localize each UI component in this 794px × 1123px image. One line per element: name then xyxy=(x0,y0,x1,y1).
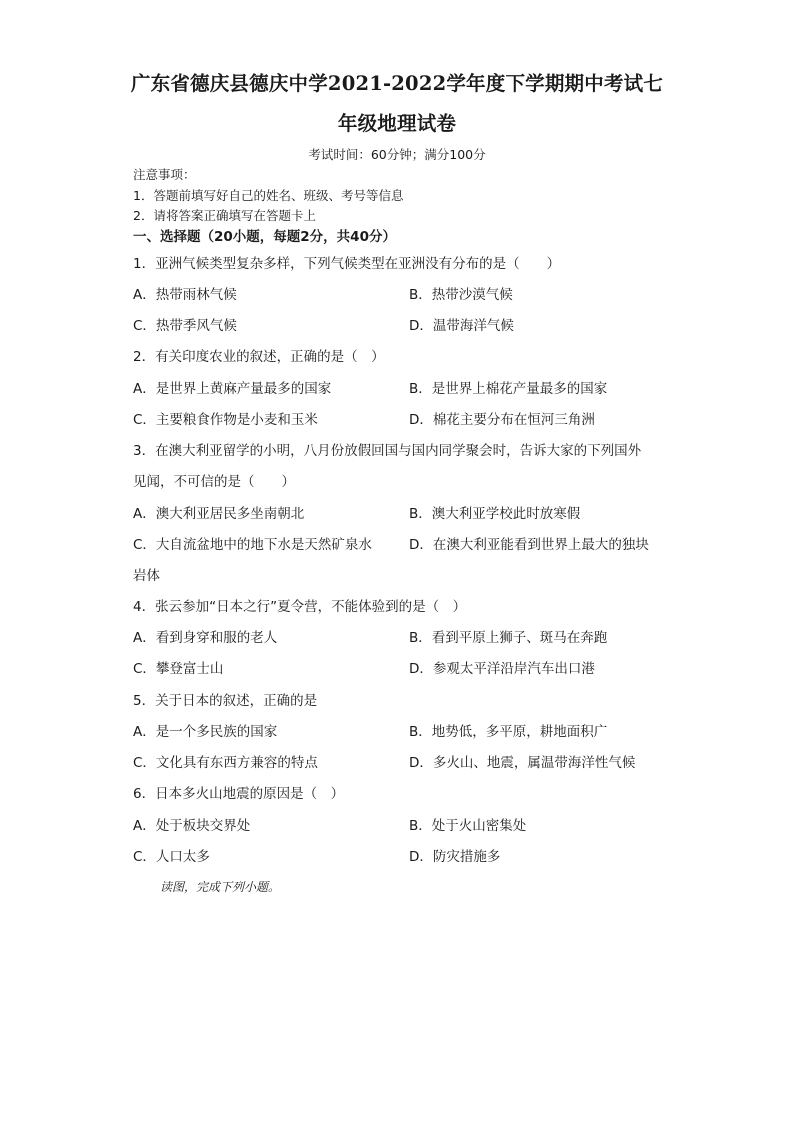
question-2-option-c: C．主要粮食作物是小麦和玉米 xyxy=(133,412,318,428)
question-5-option-d: D．多火山、地震，属温带海洋性气候 xyxy=(409,755,636,771)
question-5-option-b: B．地势低，多平原，耕地面积广 xyxy=(409,724,608,740)
exam-title-line1: 广东省德庆县德庆中学2021-2022学年度下学期期中考试七 xyxy=(130,72,664,95)
question-1-option-a: A．热带雨林气候 xyxy=(133,287,237,303)
question-3-stem-continued: 见闻，不可信的是（ ） xyxy=(133,474,295,490)
question-4-option-d: D．参观太平洋沿岸汽车出口港 xyxy=(409,661,595,677)
question-2-option-b: B．是世界上棉花产量最多的国家 xyxy=(409,381,608,397)
question-3-option-d-continued: 岩体 xyxy=(133,568,160,584)
question-3-option-a: A．澳大利亚居民多坐南朝北 xyxy=(133,506,305,522)
question-2-stem: 2．有关印度农业的叙述，正确的是（ ） xyxy=(133,349,385,365)
question-1-stem: 1．亚洲气候类型复杂多样，下列气候类型在亚洲没有分布的是（ ） xyxy=(133,256,561,272)
question-4-option-b: B．看到平原上狮子、斑马在奔跑 xyxy=(409,630,608,646)
question-6-option-b: B．处于火山密集处 xyxy=(409,818,527,834)
note-item-1: 1．答题前填写好自己的姓名、班级、考号等信息 xyxy=(133,188,404,203)
question-3-option-d: D．在澳大利亚能看到世界上最大的独块 xyxy=(409,537,649,553)
question-5-option-c: C．文化具有东西方兼容的特点 xyxy=(133,755,318,771)
question-4-stem: 4．张云参加“日本之行”夏令营，不能体验到的是（ ） xyxy=(133,599,467,615)
reading-instruction: 读图，完成下列小题。 xyxy=(160,880,281,894)
question-1-option-d: D．温带海洋气候 xyxy=(409,318,514,334)
notes-heading: 注意事项： xyxy=(133,167,196,182)
question-6-option-d: D．防灾措施多 xyxy=(409,849,501,865)
question-3-option-b: B．澳大利亚学校此时放寒假 xyxy=(409,506,581,522)
exam-info: 考试时间：60分钟；满分100分 xyxy=(308,147,486,162)
exam-title-line2: 年级地理试卷 xyxy=(337,112,457,135)
note-item-2: 2．请将答案正确填写在答题卡上 xyxy=(133,208,316,223)
question-1-option-c: C．热带季风气候 xyxy=(133,318,237,334)
question-4-option-c: C．攀登富士山 xyxy=(133,661,224,677)
question-5-stem: 5．关于日本的叙述，正确的是 xyxy=(133,693,318,709)
question-3-stem: 3．在澳大利亚留学的小明，八月份放假回国与国内同学聚会时，告诉大家的下列国外 xyxy=(133,443,642,459)
question-6-stem: 6．日本多火山地震的原因是（ ） xyxy=(133,786,345,802)
question-6-option-a: A．处于板块交界处 xyxy=(133,818,251,834)
question-6-option-c: C．人口太多 xyxy=(133,849,210,865)
question-1-option-b: B．热带沙漠气候 xyxy=(409,287,513,303)
section-heading: 一、选择题（20小题，每题2分，共40分） xyxy=(133,229,396,245)
question-4-option-a: A．看到身穿和服的老人 xyxy=(133,630,278,646)
question-3-option-c: C．大自流盆地中的地下水是天然矿泉水 xyxy=(133,537,372,553)
question-2-option-a: A．是世界上黄麻产量最多的国家 xyxy=(133,381,332,397)
question-2-option-d: D．棉花主要分布在恒河三角洲 xyxy=(409,412,595,428)
question-5-option-a: A．是一个多民族的国家 xyxy=(133,724,278,740)
